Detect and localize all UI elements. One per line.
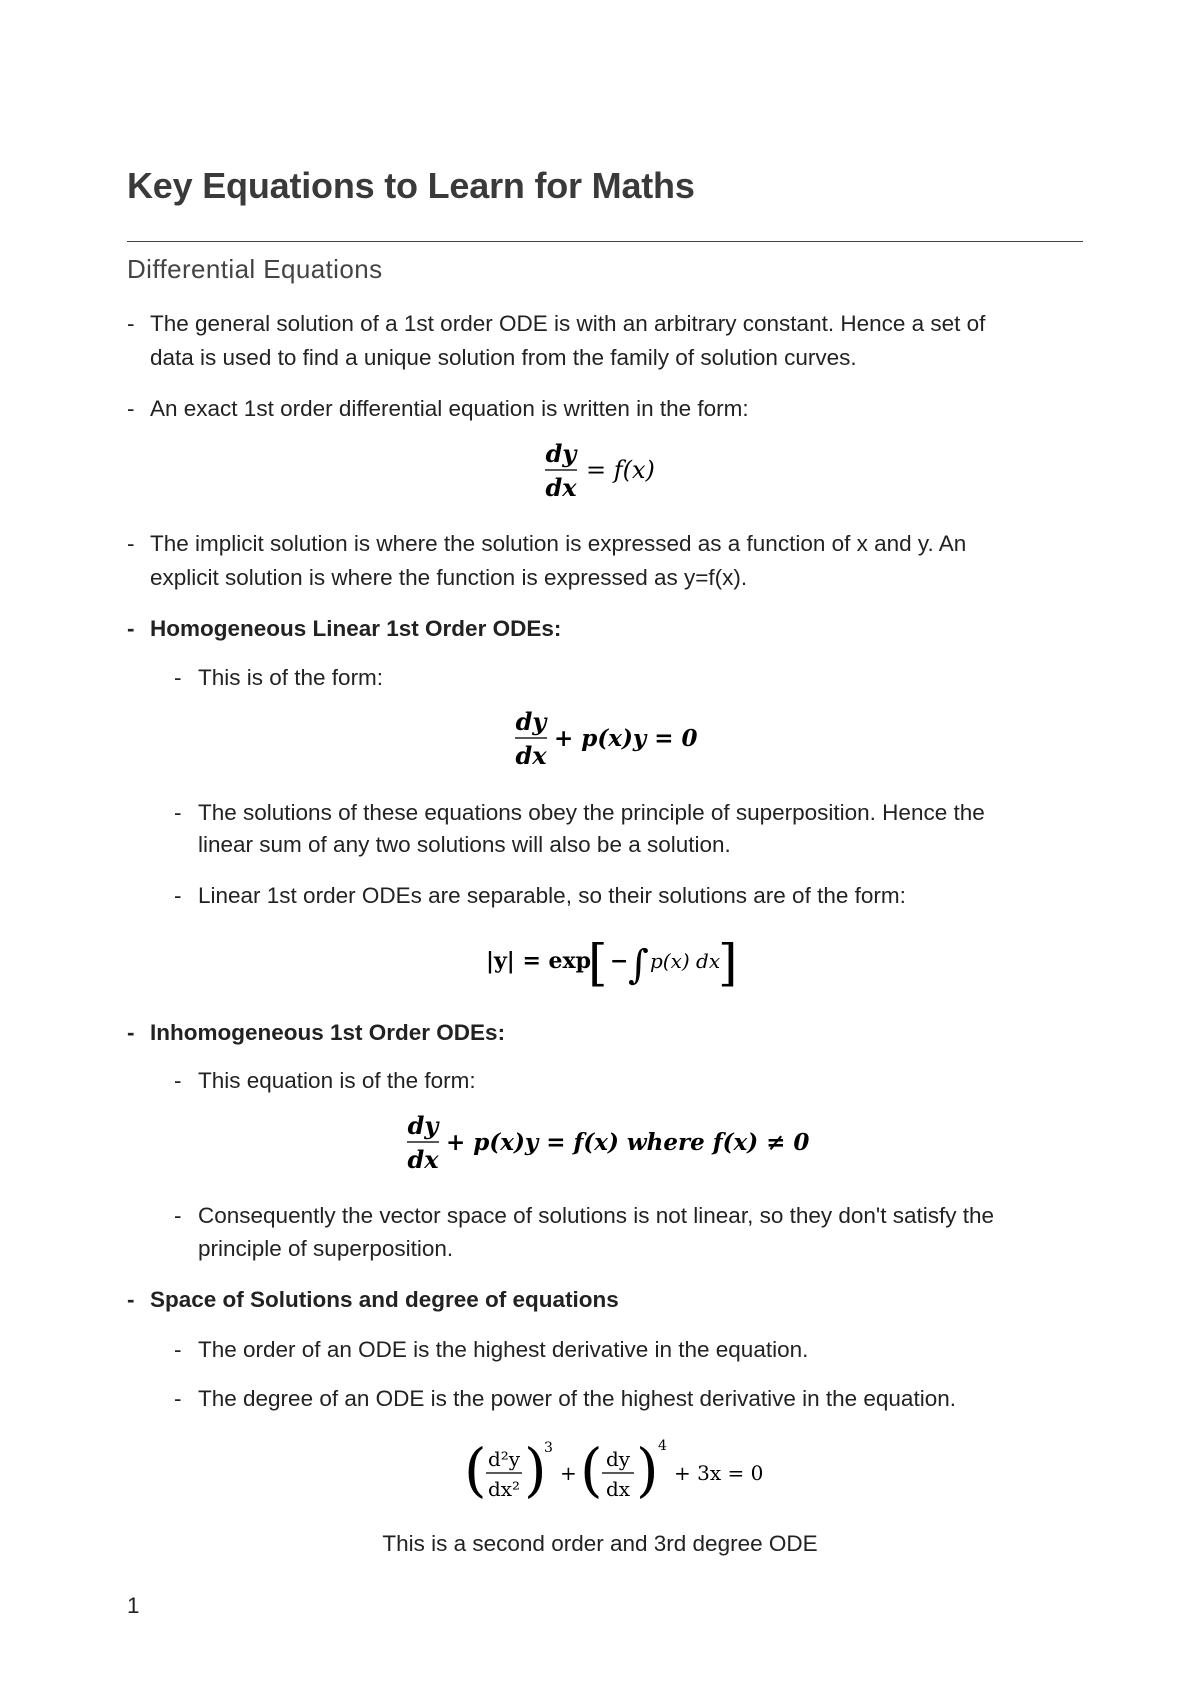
bullet-text: explicit solution is where the function is expressed as y=f(x). [150,565,748,590]
left-paren: ( [464,1436,487,1504]
bullet-text: An exact 1st order differential equation is written in the form: [150,396,749,421]
bullet-text: Consequently the vector space of solutions is not linear, so they don't satisfy the [198,1203,995,1228]
eq-lhs: |y| = exp [486,948,592,974]
bullet-dash: - [127,1287,135,1312]
bullet-text: data is used to find a unique solution from the family of solution curves. [150,345,857,370]
bullet-dash: - [174,1068,182,1093]
left-bracket: [ [588,934,608,992]
eq-denominator: dx [407,1145,439,1174]
eq-numerator: dy [605,1447,631,1471]
page-title: Key Equations to Learn for Maths [127,165,695,206]
eq-integrand: p(x) dx [650,949,721,973]
eq-rhs: + p(x)y = 0 [554,725,698,752]
bullet-dash: - [174,800,182,825]
right-paren: ) [636,1436,659,1504]
eq-rhs: = f(x) [586,456,655,484]
left-paren: ( [580,1436,603,1504]
bullet-heading-text: Space of Solutions and degree of equations [150,1287,619,1312]
eq-numerator: d²y [487,1447,521,1471]
eq-minus: − [610,948,629,974]
eq-denominator: dx [515,741,547,770]
bullet-dash: - [127,1020,135,1045]
bullet-text: principle of superposition. [198,1236,454,1261]
bullet-text: The solutions of these equations obey the principle of superposition. Hence the [198,800,985,825]
bullet-dash: - [174,1386,182,1411]
bullet-heading-text: Homogeneous Linear 1st Order ODEs: [150,616,562,641]
right-paren: ) [524,1436,547,1504]
integral-sign: ∫ [628,942,649,988]
bullet-text: The implicit solution is where the solution is expressed as a function of x and y. An [150,531,967,556]
equation-caption: This is a second order and 3rd degree ODE [382,1531,818,1556]
bullet-text: This equation is of the form: [198,1068,476,1093]
bullet-text: linear sum of any two solutions will also be a solution. [198,832,731,857]
bullet-heading-text: Inhomogeneous 1st Order ODEs: [150,1020,506,1045]
equation-separable-solution [484,928,738,1001]
bullet-dash: - [127,396,135,421]
bullet-dash: - [174,665,182,690]
bullet-text: The general solution of a 1st order ODE is with an arbitrary constant. Hence a set of [150,311,986,336]
equation-exact-ode [540,436,680,511]
bullet-dash: - [174,1337,182,1362]
section-heading: Differential Equations [127,254,383,284]
bullet-dash: - [127,531,135,556]
eq-rest: + 3x = 0 [674,1461,764,1485]
eq-numerator: dy [515,707,547,736]
bullet-dash: - [127,311,135,336]
bullet-dash: - [127,616,135,641]
equation-homogeneous-ode [510,704,710,779]
right-bracket: ] [718,934,738,992]
title-divider [127,241,1083,242]
bullet-text: This is of the form: [198,665,384,690]
eq-denominator: dx [545,473,577,502]
equation-inhomogeneous-ode [402,1108,822,1183]
bullet-text: The order of an ODE is the highest derivative in the equation. [198,1337,809,1362]
bullet-dash: - [174,883,182,908]
eq-exponent: 3 [544,1440,553,1456]
eq-numerator: dy [545,439,577,468]
bullet-text: Linear 1st order ODEs are separable, so their solutions are of the form: [198,883,906,908]
equation-degree-example [464,1432,764,1517]
eq-plus: + [560,1461,577,1485]
bullet-dash: - [174,1203,182,1228]
eq-numerator: dy [407,1111,439,1140]
eq-denominator: dx² [487,1477,521,1501]
page-number: 1 [127,1593,140,1618]
eq-rhs: + p(x)y = f(x) where f(x) ≠ 0 [446,1129,810,1156]
eq-exponent: 4 [658,1438,667,1454]
bullet-text: The degree of an ODE is the power of the highest derivative in the equation. [198,1386,956,1411]
eq-denominator: dx [605,1477,631,1501]
